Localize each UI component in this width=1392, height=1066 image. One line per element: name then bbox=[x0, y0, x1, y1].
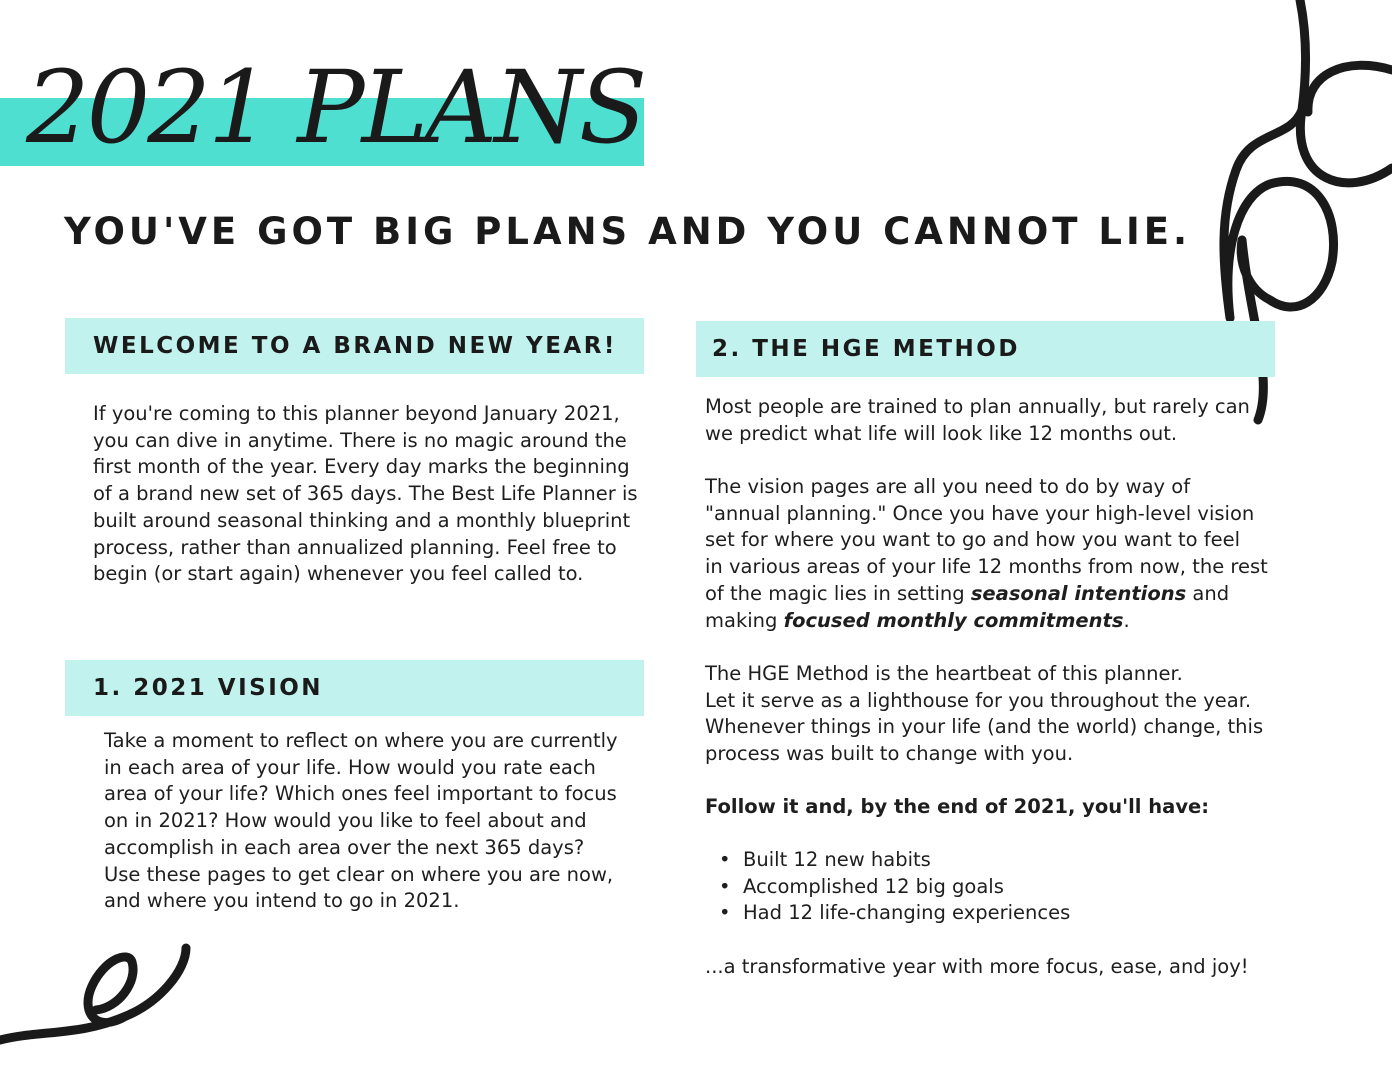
method-vision-line: The vision pages are all you need to do by way of bbox=[705, 475, 1191, 498]
method-intro-paragraph bbox=[705, 394, 1285, 447]
welcome-heading-box bbox=[65, 318, 644, 374]
swirl-decoration-bottom-left bbox=[0, 930, 200, 1066]
monthly-commitments-emphasis: focused monthly commitments bbox=[783, 608, 1124, 632]
list-item: • Built 12 new habits bbox=[705, 847, 1265, 874]
method-heartbeat-paragraph bbox=[705, 661, 1285, 768]
method-magic-suffix: and bbox=[1186, 581, 1230, 605]
welcome-line: of a brand new set of 365 days. The Best Life Planner is bbox=[93, 482, 638, 506]
vision-heading-box bbox=[65, 660, 644, 716]
method-heartbeat-line: The HGE Method is the heartbeat of this planner. bbox=[705, 662, 1183, 685]
method-magic-prefix: of the magic lies in setting bbox=[705, 581, 971, 605]
vision-line: accomplish in each area over the next 365 days? bbox=[104, 835, 585, 859]
welcome-heading: WELCOME TO A BRAND NEW YEAR! bbox=[93, 333, 617, 359]
vision-line: on in 2021? How would you like to feel about and bbox=[104, 809, 587, 833]
method-heartbeat-line: Let it serve as a lighthouse for you throughout the year. bbox=[705, 688, 1252, 712]
method-vision-line: "annual planning." Once you have your high-level vision bbox=[705, 501, 1255, 525]
page-title: 2021 PLANS bbox=[26, 49, 645, 166]
welcome-line: built around seasonal thinking and a monthly blueprint bbox=[93, 508, 631, 532]
list-item: • Had 12 life-changing experiences bbox=[705, 900, 1265, 927]
vision-heading: 1. 2021 VISION bbox=[93, 675, 324, 701]
vision-paragraph bbox=[104, 728, 654, 915]
vision-line: area of your life? Which ones feel important to focus bbox=[104, 782, 617, 806]
vision-line: in each area of your life. How would you rate each bbox=[104, 755, 596, 779]
method-intro-line: we predict what life will look like 12 months out. bbox=[705, 421, 1178, 445]
welcome-line: first month of the year. Every day marks the beginning bbox=[93, 455, 630, 479]
welcome-line: process, rather than annualized planning. Feel free to bbox=[93, 535, 617, 559]
vision-line: Use these pages to get clear on where you are now, bbox=[104, 862, 614, 886]
closing-line: ...a transformative year with more focus, ease, and joy! bbox=[705, 955, 1249, 978]
follow-line: Follow it and, by the end of 2021, you'll have: bbox=[705, 795, 1210, 818]
method-vision-line: set for where you want to go and how you want to feel bbox=[705, 528, 1241, 552]
vision-line: and where you intend to go in 2021. bbox=[104, 889, 460, 913]
seasonal-intentions-emphasis: seasonal intentions bbox=[970, 581, 1187, 605]
method-heading-box bbox=[696, 321, 1275, 377]
method-intro-line: Most people are trained to plan annually, but rarely can bbox=[705, 395, 1250, 418]
welcome-line: begin (or start again) whenever you feel called to. bbox=[93, 562, 584, 586]
method-closing-text bbox=[705, 954, 1285, 981]
method-heartbeat-line: Whenever things in your life (and the world) change, this bbox=[705, 715, 1264, 739]
method-making-prefix: making bbox=[705, 608, 784, 632]
welcome-paragraph bbox=[93, 401, 653, 588]
method-making-suffix: . bbox=[1123, 608, 1130, 632]
welcome-line: If you're coming to this planner beyond January 2021, bbox=[93, 402, 620, 425]
welcome-line: you can dive in anytime. There is no magic around the bbox=[93, 428, 627, 452]
method-vision-paragraph bbox=[705, 474, 1285, 634]
method-follow-text bbox=[705, 794, 1285, 821]
list-item: • Accomplished 12 big goals bbox=[705, 874, 1265, 901]
vision-line: Take a moment to reflect on where you are currently bbox=[104, 729, 618, 752]
outcomes-list bbox=[705, 847, 1265, 927]
method-heartbeat-line: process was built to change with you. bbox=[705, 742, 1074, 766]
page-subtitle: YOU'VE GOT BIG PLANS AND YOU CANNOT LIE. bbox=[64, 210, 1192, 253]
method-vision-line: in various areas of your life 12 months from now, the rest bbox=[705, 555, 1268, 579]
method-heading: 2. THE HGE METHOD bbox=[712, 336, 1020, 362]
